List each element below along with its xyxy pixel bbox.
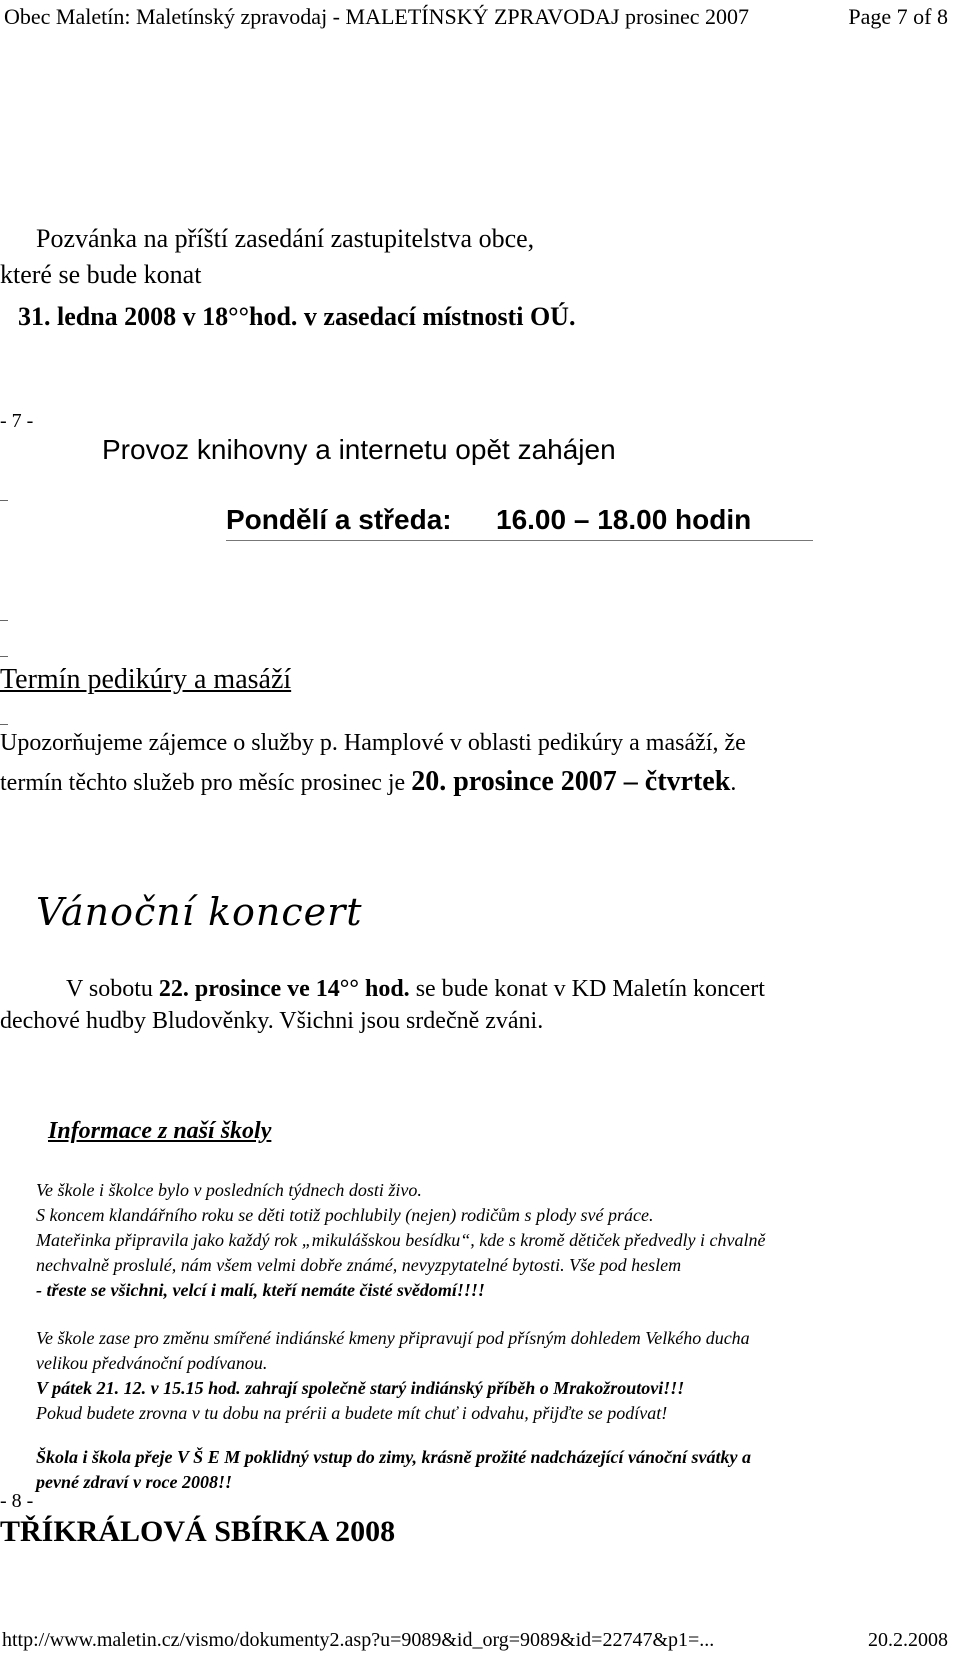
document-title: Obec Maletín: Maletínský zpravodaj - MALETÍNSKÝ ZPRAVODAJ prosinec 2007 <box>4 4 750 29</box>
school-paragraph: Ve škole i školce bylo v posledních týdnech dosti živo. <box>36 1180 422 1200</box>
concert-line-2: dechové hudby Bludověnky. Všichni jsou srdečně zváni. <box>0 1008 544 1034</box>
school-event: V pátek 21. 12. v 15.15 hod. zahrají společně starý indiánský příběh o Mrakožroutovi!!! <box>36 1378 685 1398</box>
library-title: Provoz knihovny a internetu opět zahájen <box>102 434 616 465</box>
collection-title: TŘÍKRÁLOVÁ SBÍRKA 2008 <box>0 1515 396 1548</box>
invitation-line-2: které se bude konat <box>0 260 202 289</box>
invitation-date: 31. ledna 2008 v 18°°hod. v zasedací místnosti OÚ. <box>18 302 576 331</box>
concert-date: 22. prosince ve 14°° hod. <box>158 976 410 1002</box>
page-indicator: Page 7 of 8 <box>848 4 948 29</box>
concert-line-1-a: V sobotu <box>66 976 159 1002</box>
school-paragraph: Mateřinka připravila jako každý rok „mikulášskou besídku“, kde s kromě dětiček předvedly i chvalně <box>36 1230 766 1250</box>
divider <box>0 724 8 725</box>
school-paragraph: velikou předvánoční podívanou. <box>36 1353 268 1373</box>
concert-line-1-c: se bude konat v KD Maletín koncert <box>409 976 765 1002</box>
divider <box>0 656 8 657</box>
pedicure-title: Termín pedikúry a masáží <box>0 664 292 695</box>
school-title: Informace z naší školy <box>48 1118 272 1144</box>
library-underline <box>226 540 813 541</box>
pedicure-line-2-text: termín těchto služeb pro měsíc prosinec je <box>0 770 412 796</box>
school-greeting: pevné zdraví v roce 2008!! <box>36 1472 232 1492</box>
pedicure-date: 20. prosince 2007 – čtvrtek <box>411 766 731 797</box>
library-hours: 16.00 – 18.00 hodin <box>496 504 752 535</box>
page-marker-7: - 7 - <box>0 410 34 432</box>
pedicure-line-1: Upozorňujeme zájemce o služby p. Hamplové v oblasti pedikúry a masáží, že <box>0 730 746 756</box>
divider <box>0 500 8 501</box>
school-motto: - třeste se všichni, velcí i malí, kteří nemáte čisté svědomí!!!! <box>36 1280 485 1300</box>
school-greeting: Škola i škola přeje V Š E M poklidný vstup do zimy, krásně prožité nadcházející vánoční svátky a <box>36 1447 752 1467</box>
school-paragraph: Ve škole zase pro změnu smířené indiánské kmeny připravují pod přísným dohledem Velkého ducha <box>36 1328 750 1348</box>
footer-url[interactable]: http://www.maletin.cz/vismo/dokumenty2.asp?u=9089&id_org=9089&id=22747&p1=... <box>2 1629 715 1651</box>
concert-line-1 <box>66 976 765 1003</box>
page-marker-8: - 8 - <box>0 1490 34 1512</box>
divider <box>0 620 8 621</box>
invitation-line-1: Pozvánka na příští zasedání zastupitelstva obce, <box>36 224 535 253</box>
school-paragraph: S koncem klandářního roku se děti totiž pochlubily (nejen) rodičům s plody své práce. <box>36 1205 654 1225</box>
pedicure-line-2 <box>0 766 736 798</box>
pedicure-line-2-end: . <box>730 770 737 796</box>
school-paragraph: nechvalně proslulé, nám všem velmi dobře známé, nevyzpytatelné bytosti. Vše pod heslem <box>36 1255 682 1275</box>
school-paragraph: Pokud budete zrovna v tu dobu na prérii a budete mít chuť i odvahu, přijďte se podívat! <box>36 1403 668 1423</box>
footer-date: 20.2.2008 <box>868 1629 948 1651</box>
concert-title: Vánoční koncert <box>36 890 363 934</box>
library-days: Pondělí a středa: <box>226 504 452 535</box>
